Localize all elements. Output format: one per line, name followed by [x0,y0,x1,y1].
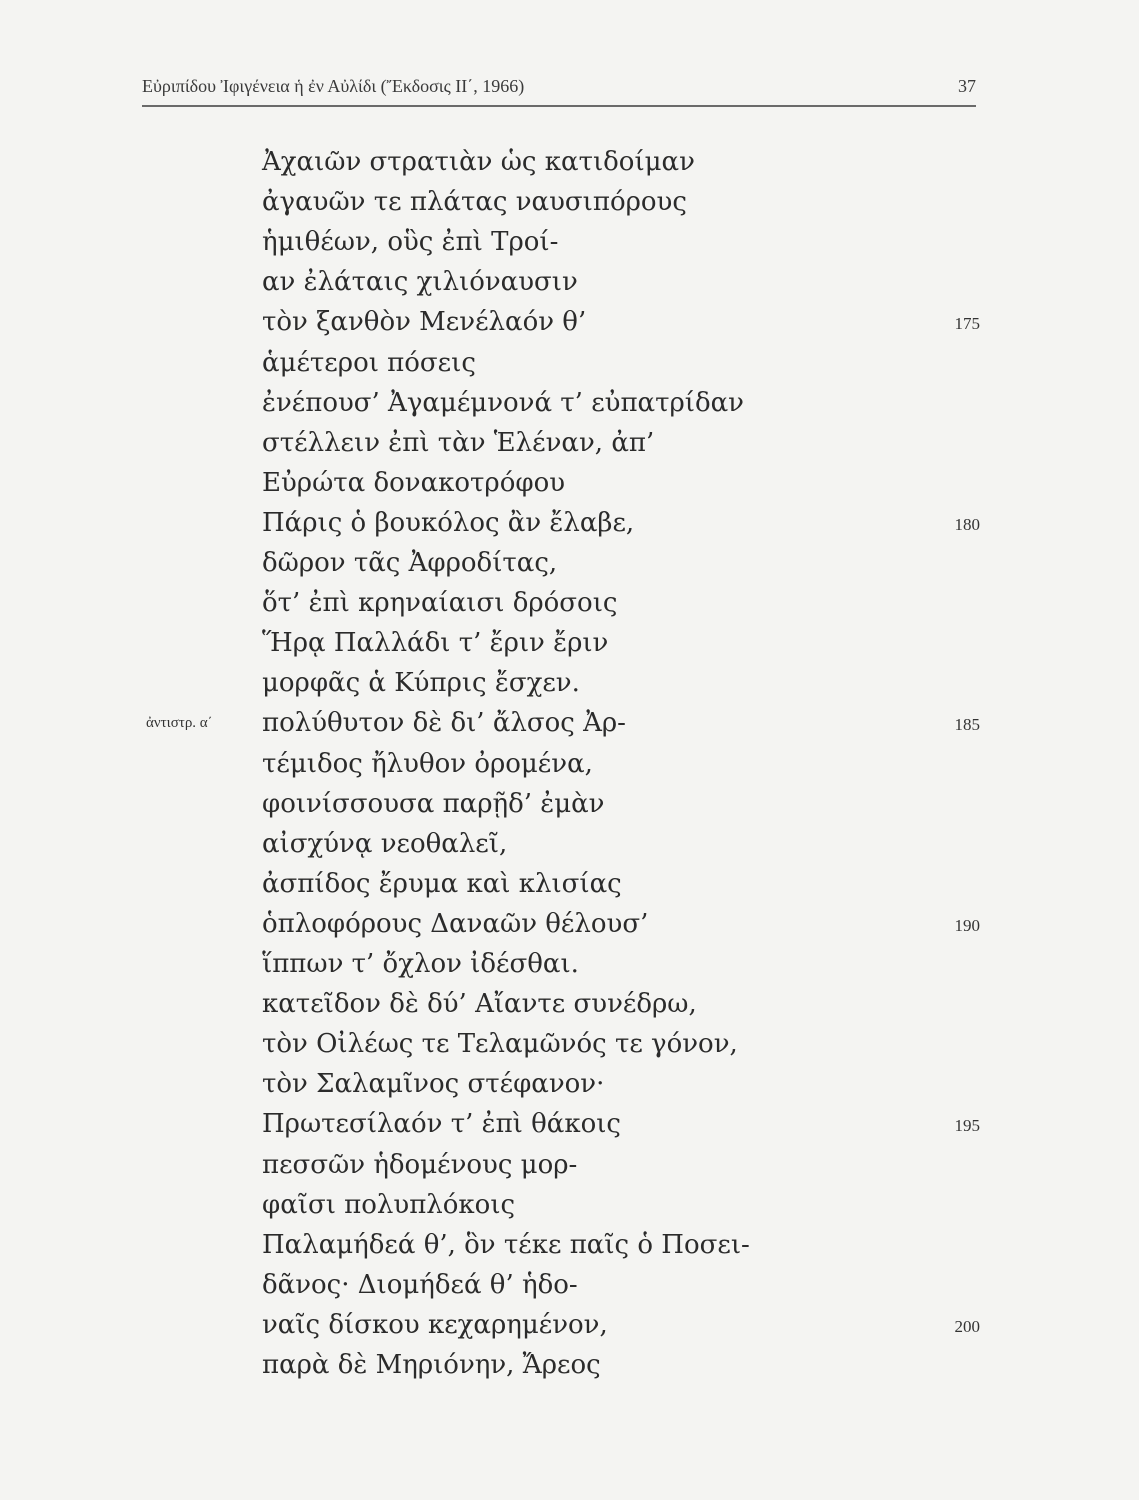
line-number: 195 [954,1116,980,1135]
verse-line: ναῖς δίσκου κεχαρημένον, [262,1310,608,1340]
verse-line: τέμιδος ἤλυθον ὀρομένα, [262,749,593,779]
strophe-marker: ἀντιστρ. α΄ [146,715,213,731]
page-number: 37 [958,76,976,96]
verse-line: ἐνέπουσ’ Ἀγαμέμνονά τ’ εὐπατρίδαν [262,388,744,418]
verse-line: ἀγαυῶν τε πλάτας ναυσιπόρους [262,187,687,217]
verse-line: Πάρις ὁ βουκόλος ἂν ἔλαβε, [262,508,635,538]
verse-line: φοινίσσουσα παρῇδ’ ἐμὰν [262,789,605,819]
line-number: 175 [954,314,980,333]
verse-line: δῶρον τᾶς Ἀφροδίτας, [262,548,558,578]
verse-line: ὅτ’ ἐπὶ κρηναίαισι δρόσοις [262,588,618,618]
verse-line: πεσσῶν ἡδομένους μορ- [262,1150,578,1180]
verse-line: ἡμιθέων, οὓς ἐπὶ Τροί- [262,227,559,257]
verse-line: Εὐρώτα δονακοτρόφου [262,468,566,498]
verse-line: αν ἐλάταις χιλιόναυσιν [262,267,578,297]
verse-line: μορφᾶς ἁ Κύπρις ἔσχεν. [262,668,580,698]
verse-line: ὁπλοφόρους Δαναῶν θέλουσ’ [262,909,649,939]
verse-line: δᾶνος· Διομήδεά θ’ ἡδο- [262,1270,578,1300]
verse-line: Ἀχαιῶν στρατιὰν ὡς κατιδοίμαν [262,147,695,177]
line-number: 185 [954,715,980,734]
running-title: Εὐριπίδου Ἰφιγένεια ἡ ἐν Αὐλίδι (Ἔκδοσις ΙΙ΄, 1966) [142,76,525,96]
verse-line: κατεῖδον δὲ δύ’ Αἴαντε συνέδρω, [262,989,697,1019]
verse-line: τὸν Οἰλέως τε Τελαμῶνός τε γόνον, [262,1029,738,1059]
verse-line: Ἥρᾳ Παλλάδι τ’ ἔριν ἔριν [262,628,609,658]
verse-line: ἁμέτεροι πόσεις [262,348,476,378]
verse-line: Πρωτεσίλαόν τ’ ἐπὶ θάκοις [262,1109,621,1139]
verse-line: τὸν ξανθὸν Μενέλαόν θ’ [262,307,587,337]
verse-line: φαῖσι πολυπλόκοις [262,1190,516,1220]
verse-line: αἰσχύνᾳ νεοθαλεῖ, [262,829,508,859]
verse-line: στέλλειν ἐπὶ τὰν Ἑλέναν, ἀπ’ [262,428,655,458]
verse-line: Παλαμήδεά θ’, ὃν τέκε παῖς ὁ Ποσει- [262,1230,750,1260]
verse-line: πολύθυτον δὲ δι’ ἄλσος Ἀρ- [262,708,626,738]
verse-line: τὸν Σαλαμῖνος στέφανον· [262,1069,605,1099]
verse-line: παρὰ δὲ Μηριόνην, Ἄρεος [262,1350,601,1380]
verse-line: ἵππων τ’ ὄχλον ἰδέσθαι. [262,949,579,979]
line-number: 180 [954,515,980,534]
line-number: 200 [954,1317,980,1336]
line-number: 190 [954,916,980,935]
verse-line: ἀσπίδος ἔρυμα καὶ κλισίας [262,869,622,899]
